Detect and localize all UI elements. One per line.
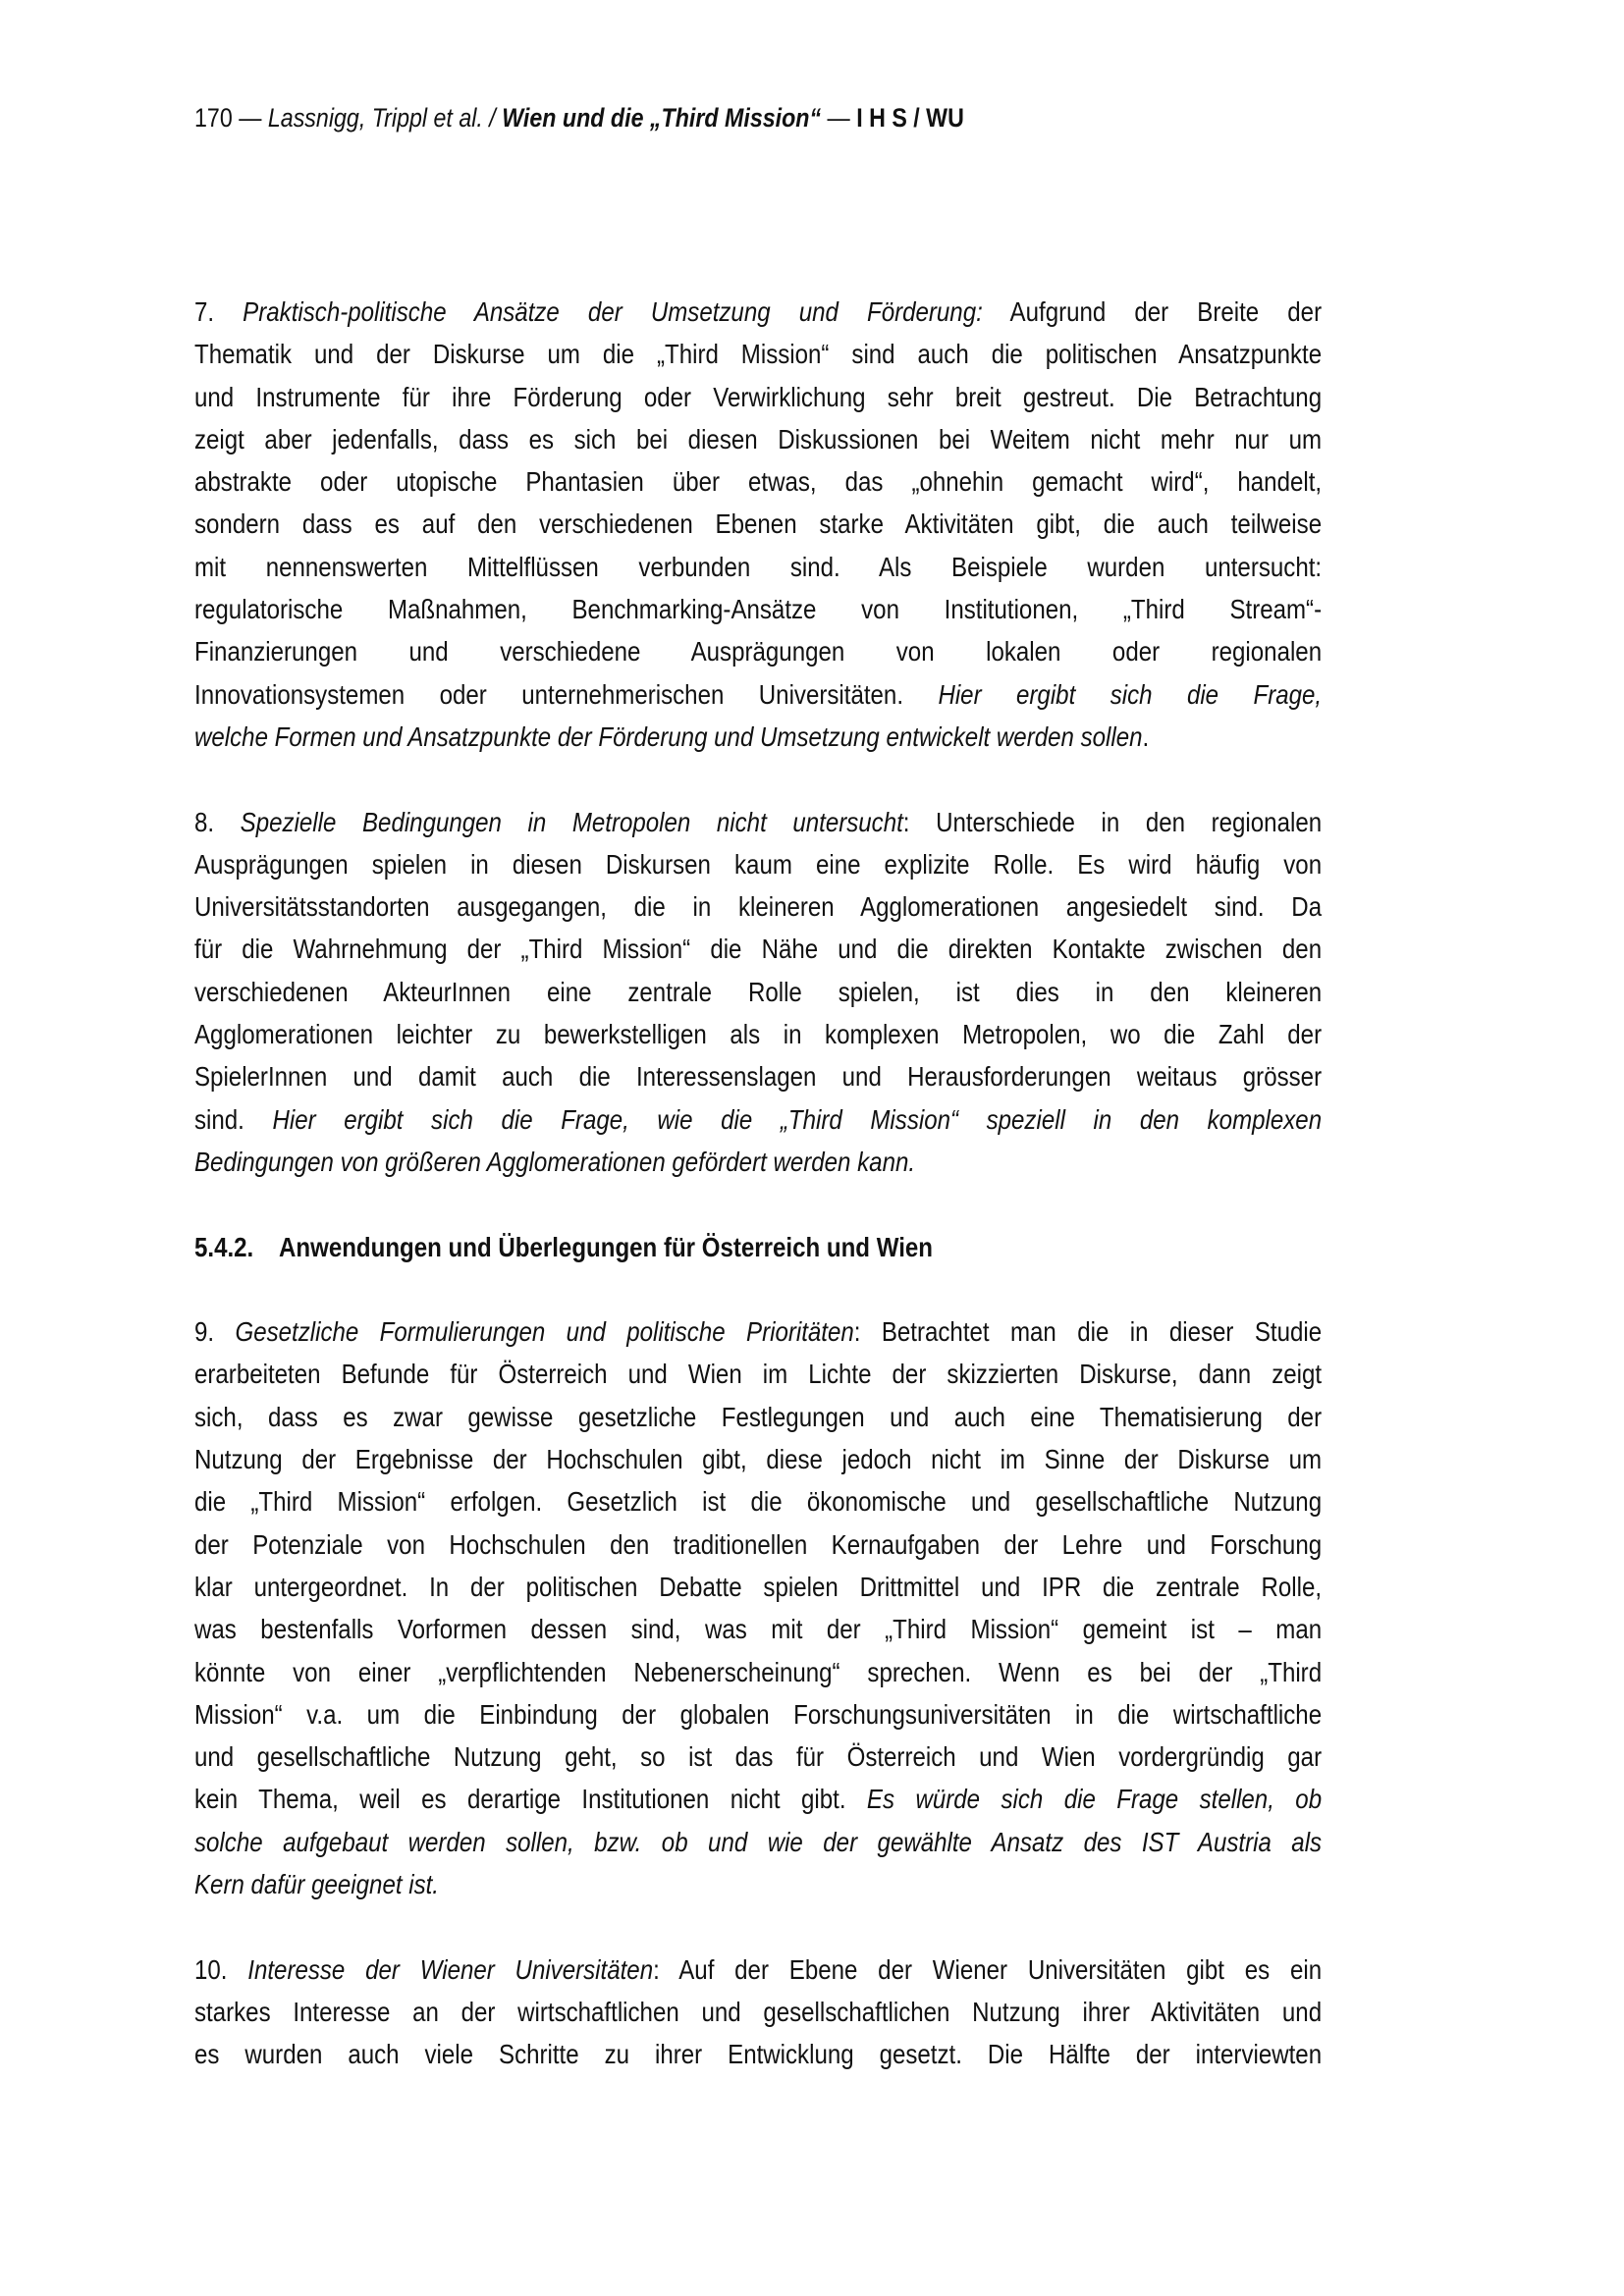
emphasis-text: Interesse der Wiener Universitäten: [247, 1953, 654, 1985]
text-run: klar untergeordnet. In der politischen Debatte spielen Drittmittel und IPR die zentrale Rolle,: [194, 1571, 1323, 1602]
text-run: Ausprägungen spielen in diesen Diskursen kaum eine explizite Rolle. Es wird häufig von: [194, 848, 1323, 880]
text-line: [194, 716, 1322, 758]
text-line: [194, 1310, 1322, 1353]
text-line: [194, 376, 1322, 418]
text-run: —: [821, 103, 857, 133]
text-line: [194, 1949, 1322, 1991]
text-run: Aufgrund der Breite der: [982, 296, 1323, 327]
text-line: [194, 1055, 1322, 1097]
emphasis-text: solche aufgebaut werden sollen, bzw. ob und wie der gewählte Ansatz des IST Austria als: [194, 1826, 1323, 1857]
text-run: 8.: [194, 806, 241, 837]
paragraph: [194, 291, 1322, 758]
text-run: .: [1142, 721, 1150, 752]
text-line: [194, 971, 1322, 1013]
text-line: [194, 1693, 1322, 1735]
text-run: sondern dass es auf den verschiedenen Ebenen starke Aktivitäten gibt, die auch teilweise: [194, 508, 1323, 540]
text-run: was bestenfalls Vorformen dessen sind, was mit der „Third Mission“ gemeint ist – man: [194, 1614, 1323, 1645]
text-run: SpielerInnen und damit auch die Interessenslagen und Herausforderungen weitaus grösser: [194, 1061, 1323, 1093]
text-run: könnte von einer „verpflichtenden Nebenerscheinung“ sprechen. Wenn es bei der „Third: [194, 1656, 1323, 1687]
text-line: [194, 460, 1322, 503]
running-header: [194, 102, 964, 133]
text-line: [194, 843, 1322, 885]
text-run: 10.: [194, 1953, 248, 1985]
text-run: mit nennenswerten Mittelflüssen verbunden sind. Als Beispiele wurden untersucht:: [194, 551, 1323, 582]
text-run: Thematik und der Diskurse um die „Third Mission“ sind auch die politischen Ansatzpunkte: [194, 339, 1323, 370]
heading-line: [194, 1226, 1322, 1268]
text-line: [194, 588, 1322, 630]
text-line: [194, 673, 1322, 716]
text-line: [194, 1438, 1322, 1480]
text-line: [194, 1821, 1322, 1863]
text-run: 7.: [194, 296, 244, 327]
text-run: Nutzung der Ergebnisse der Hochschulen gibt, diese jedoch nicht im Sinne der Diskurse um: [194, 1444, 1323, 1475]
text-run: die „Third Mission“ erfolgen. Gesetzlich ist die ökonomische und gesellschaftliche Nutzung: [194, 1486, 1323, 1518]
emphasis-text: Gesetzliche Formulierungen und politische Prioritäten: [235, 1316, 854, 1348]
text-line: [194, 291, 1322, 333]
text-line: [194, 503, 1322, 545]
paragraph: [194, 1310, 1322, 1905]
text-line: [194, 1480, 1322, 1522]
text-line: [194, 1778, 1322, 1820]
text-run: Universitätsstandorten ausgegangen, die in kleineren Agglomerationen angesiedelt sind. Da: [194, 891, 1323, 923]
text-run: : Auf der Ebene der Wiener Universitäten gibt es ein: [653, 1953, 1323, 1985]
text-line: [194, 418, 1322, 460]
text-run: zeigt aber jedenfalls, dass es sich bei diesen Diskussionen bei Weitem nicht mehr nur um: [194, 423, 1323, 454]
text-run: und gesellschaftliche Nutzung geht, so ist das für Österreich und Wien vordergründig gar: [194, 1741, 1323, 1773]
text-line: [194, 1566, 1322, 1608]
text-line: [194, 801, 1322, 843]
section-number: 5.4.2.: [194, 1231, 254, 1262]
emphasis-text: Spezielle Bedingungen in Metropolen nicht untersucht: [240, 806, 903, 837]
emphasis-text: Bedingungen von größeren Agglomerationen gefördert werden kann.: [194, 1146, 916, 1177]
text-line: [194, 1396, 1322, 1438]
text-run: : Betrachtet man die in dieser Studie: [853, 1316, 1323, 1348]
text-line: [194, 1651, 1322, 1693]
text-line: [194, 546, 1322, 588]
emphasis-text: Kern dafür geeignet ist.: [194, 1868, 439, 1899]
text-line: [194, 1523, 1322, 1566]
text-line: [194, 1098, 1322, 1141]
text-line: [194, 1863, 1322, 1905]
text-run: für die Wahrnehmung der „Third Mission“ die Nähe und die direkten Kontakte zwischen den: [194, 934, 1323, 965]
text-line: [194, 885, 1322, 928]
emphasis-text: I H S / WU: [856, 103, 964, 133]
paragraph: [194, 1949, 1322, 2076]
emphasis-text: Praktisch-politische Ansätze der Umsetzung und Förderung:: [243, 296, 983, 327]
section-title: Anwendungen und Überlegungen für Österreich und Wien: [279, 1231, 934, 1262]
text-run: der Potenziale von Hochschulen den traditionellen Kernaufgaben der Lehre und Forschung: [194, 1528, 1323, 1560]
text-line: [194, 630, 1322, 672]
text-run: Innovationsystemen oder unternehmerischen Universitäten.: [194, 678, 939, 710]
text-run: : Unterschiede in den regionalen: [902, 806, 1323, 837]
emphasis-text: welche Formen und Ansatzpunkte der Förderung und Umsetzung entwickelt werden sollen: [194, 721, 1143, 752]
text-line: [194, 2033, 1322, 2075]
text-line: [194, 1991, 1322, 2033]
text-line: [194, 1608, 1322, 1650]
text-run: sich, dass es zwar gewisse gesetzliche Festlegungen und auch eine Thematisierung der: [194, 1401, 1323, 1432]
text-line: [194, 928, 1322, 970]
text-line: [194, 1735, 1322, 1778]
paragraph: [194, 801, 1322, 1184]
text-run: Mission“ v.a. um die Einbindung der globalen Forschungsuniversitäten in die wirtschaftliche: [194, 1698, 1323, 1730]
section-heading: [194, 1226, 1322, 1268]
text-line: [194, 1013, 1322, 1055]
text-line: [194, 333, 1322, 375]
emphasis-text: Hier ergibt sich die Frage,: [938, 678, 1323, 710]
text-run: kein Thema, weil es derartige Institutionen nicht gibt.: [194, 1784, 867, 1815]
text-run: Finanzierungen und verschiedene Ausprägungen von lokalen oder regionalen: [194, 636, 1323, 667]
text-line: [194, 1141, 1322, 1183]
text-run: Agglomerationen leichter zu bewerkstelligen als in komplexen Metropolen, wo die Zahl der: [194, 1019, 1323, 1050]
text-run: regulatorische Maßnahmen, Benchmarking-Ansätze von Institutionen, „Third Stream“-: [194, 594, 1323, 625]
page-body: [194, 291, 1322, 2118]
text-run: sind.: [194, 1103, 273, 1135]
text-line: [194, 1353, 1322, 1395]
emphasis-text: Wien und die „Third Mission“: [502, 103, 822, 133]
text-run: 170 —: [194, 103, 268, 133]
emphasis-text: Es würde sich die Frage stellen, ob: [866, 1784, 1323, 1815]
emphasis-text: Hier ergibt sich die Frage, wie die „Third Mission“ speziell in den komplexen: [272, 1103, 1323, 1135]
text-run: verschiedenen AkteurInnen eine zentrale Rolle spielen, ist dies in den kleineren: [194, 976, 1323, 1007]
emphasis-text: Lassnigg, Trippl et al. /: [267, 103, 503, 133]
text-run: und Instrumente für ihre Förderung oder Verwirklichung sehr breit gestreut. Die Betrachtung: [194, 381, 1323, 412]
text-run: erarbeiteten Befunde für Österreich und Wien im Lichte der skizzierten Diskurse, dann zeigt: [194, 1359, 1323, 1390]
text-run: es wurden auch viele Schritte zu ihrer Entwicklung gesetzt. Die Hälfte der interviewten: [194, 2039, 1323, 2070]
text-run: abstrakte oder utopische Phantasien über etwas, das „ohnehin gemacht wird“, handelt,: [194, 466, 1323, 498]
text-run: 9.: [194, 1316, 236, 1348]
text-run: starkes Interesse an der wirtschaftlichen und gesellschaftlichen Nutzung ihrer Aktivitäten und: [194, 1996, 1323, 2027]
